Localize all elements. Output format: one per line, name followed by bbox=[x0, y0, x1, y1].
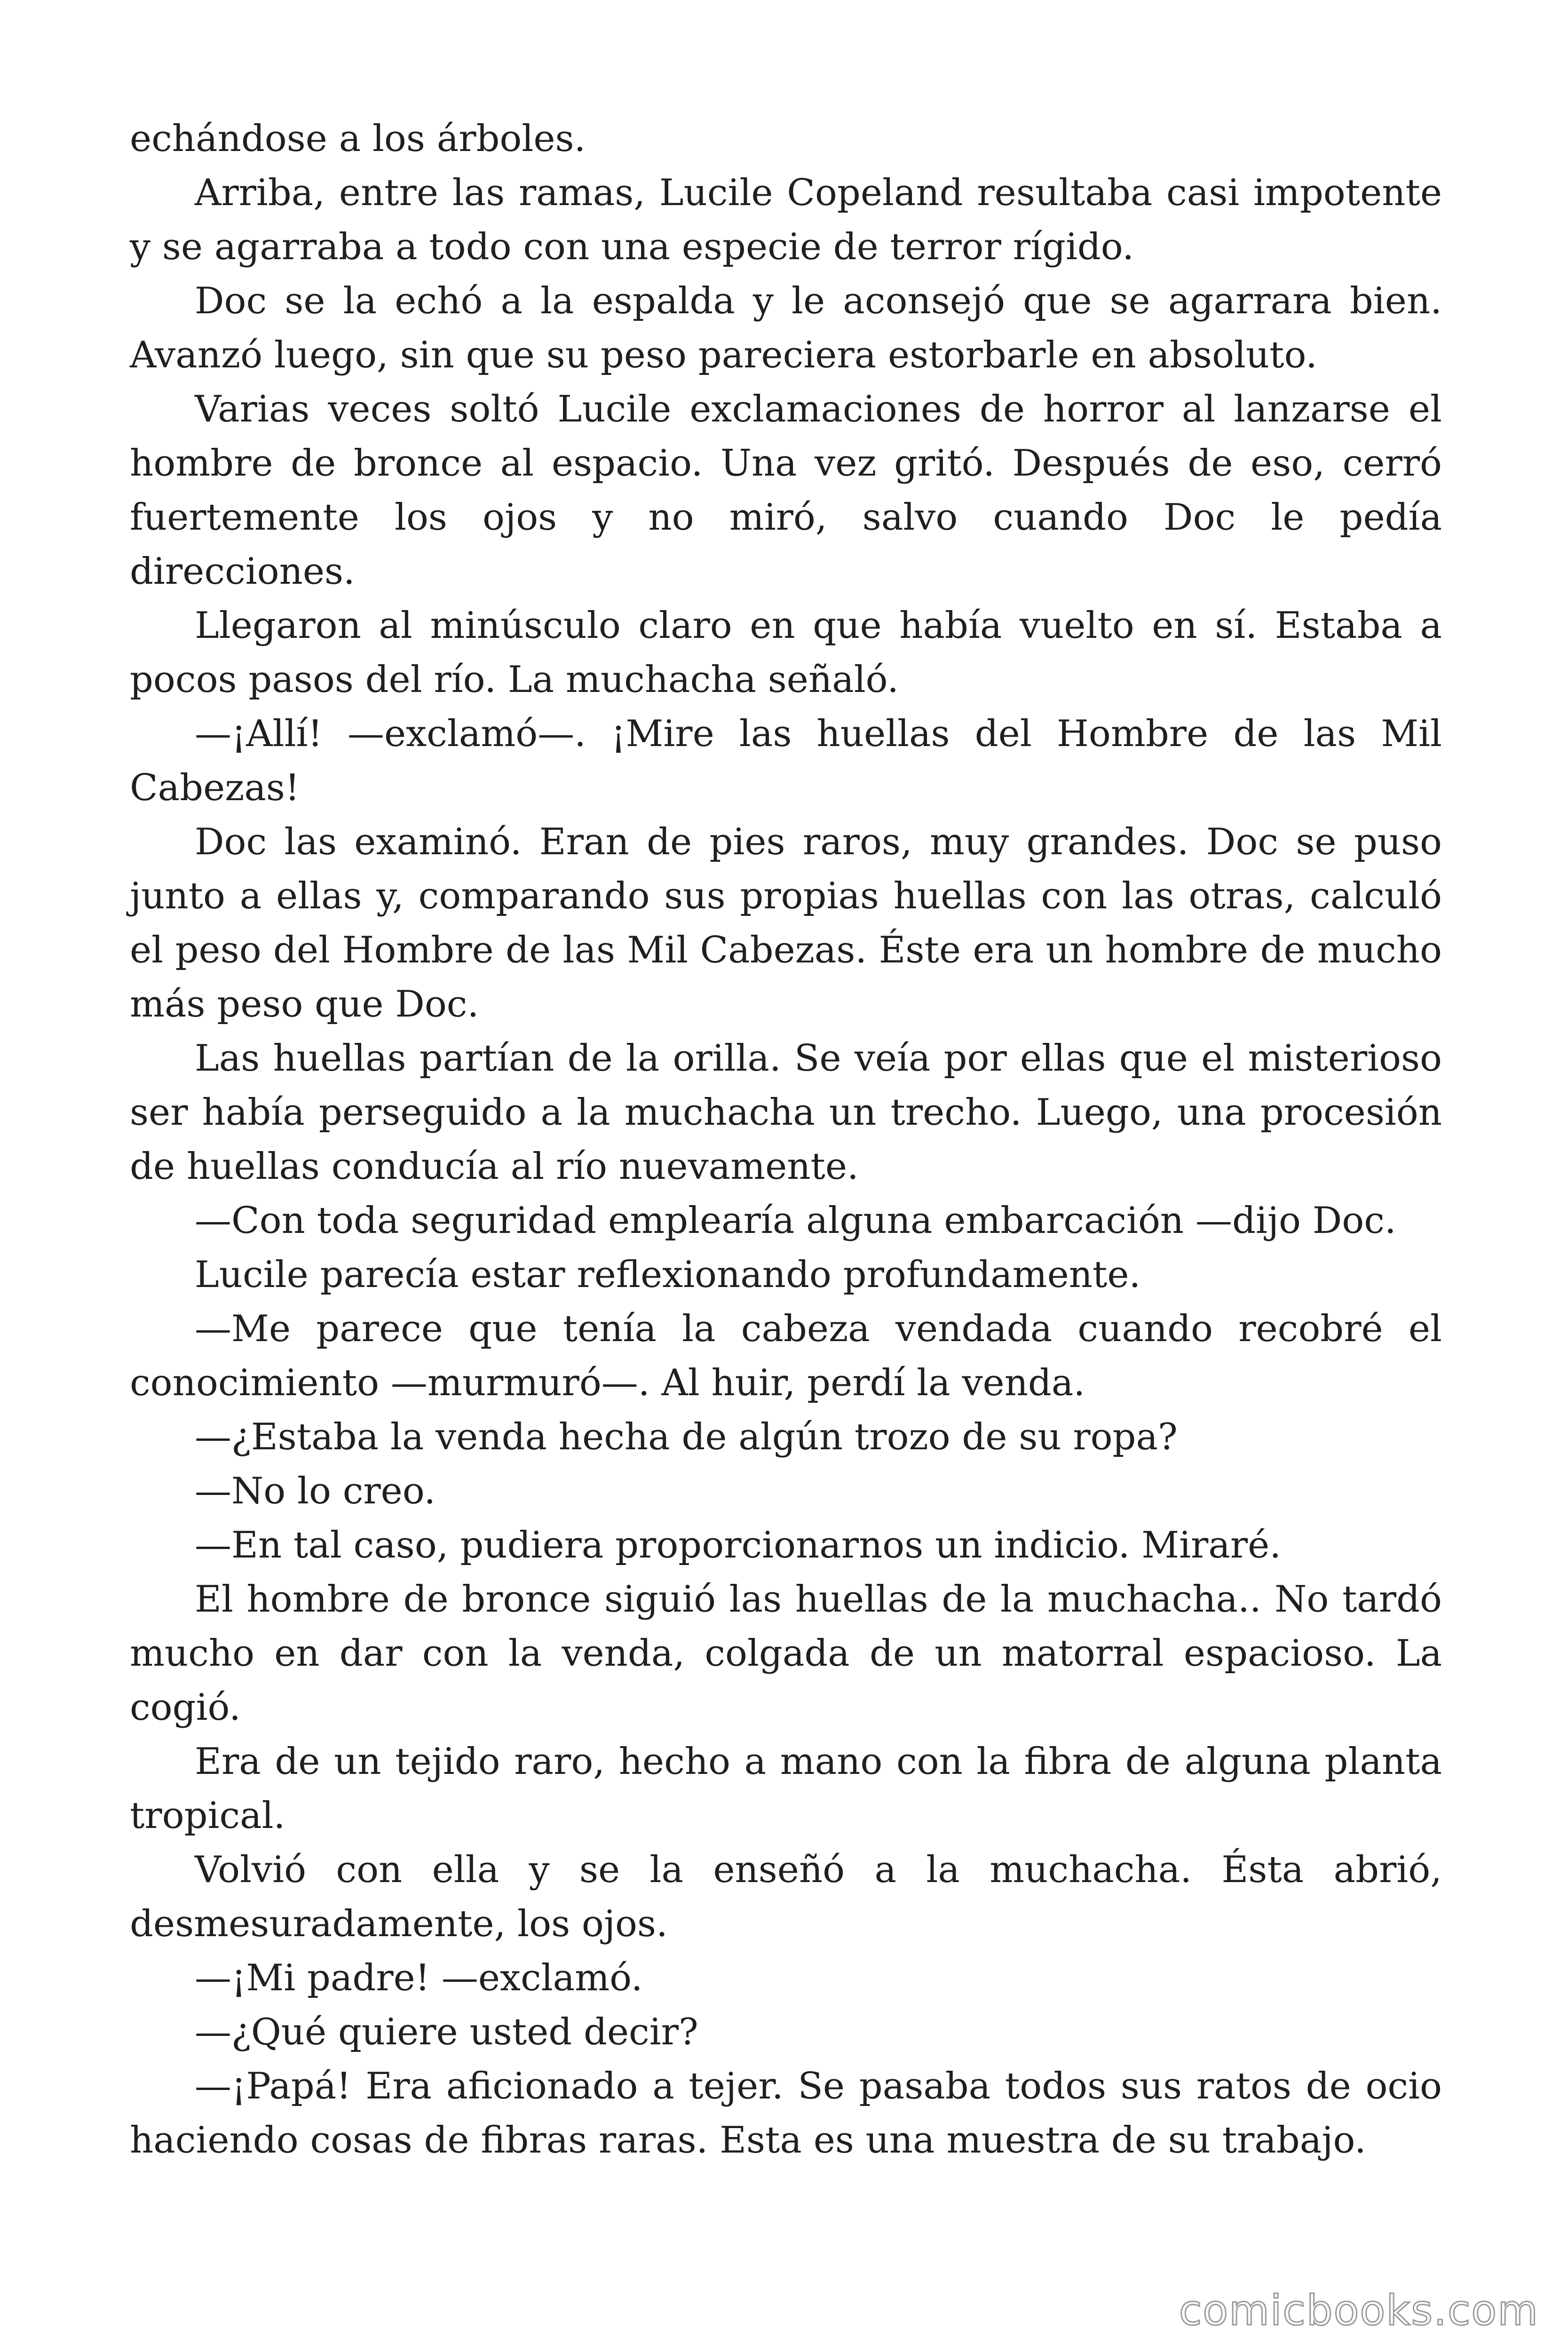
paragraph: Llegaron al minúsculo claro en que había vuelto en sí. Estaba a pocos pasos del río. La muchacha señaló. bbox=[130, 604, 1442, 701]
watermark: comicbooks.com bbox=[1179, 2286, 1539, 2335]
paragraph: —En tal caso, pudiera proporcionarnos un indicio. Miraré. bbox=[195, 1524, 1282, 1566]
paragraph: —¡Allí! —exclamó—. ¡Mire las huellas del Hombre de las Mil Cabezas! bbox=[130, 713, 1442, 809]
paragraph: —¡Mi padre! —exclamó. bbox=[195, 1957, 643, 1999]
paragraph: —Me parece que tenía la cabeza vendada cuando recobré el conocimiento —murmuró—. Al huir, perdí la venda. bbox=[130, 1308, 1442, 1404]
paragraph: El hombre de bronce siguió las huellas de la muchacha.. No tardó mucho en dar con la venda, colgada de un matorral espacioso. La cogió. bbox=[130, 1578, 1442, 1729]
paragraph: —Con toda seguridad emplearía alguna embarcación —dijo Doc. bbox=[195, 1200, 1396, 1242]
paragraph: —¿Qué quiere usted decir? bbox=[195, 2011, 698, 2053]
paragraph: Las huellas partían de la orilla. Se veía por ellas que el misterioso ser había perseguido a la muchacha un trecho. Luego, una procesión de huellas conducía al río nuevamente. bbox=[130, 1037, 1442, 1188]
paragraph: Era de un tejido raro, hecho a mano con la fibra de alguna planta tropical. bbox=[130, 1740, 1442, 1837]
page-body bbox=[130, 112, 1442, 2168]
paragraph: echándose a los árboles. bbox=[130, 118, 586, 160]
paragraph: —¿Estaba la venda hecha de algún trozo de su ropa? bbox=[195, 1416, 1178, 1458]
paragraph: Volvió con ella y se la enseñó a la muchacha. Ésta abrió, desmesuradamente, los ojos. bbox=[130, 1849, 1442, 1945]
paragraph: Doc las examinó. Eran de pies raros, muy grandes. Doc se puso junto a ellas y, comparando sus propias huellas con las otras, calculó el peso del Hombre de las Mil Cabezas. Éste era un hombre de mucho más peso que Doc. bbox=[130, 821, 1442, 1025]
paragraph: —¡Papá! Era aficionado a tejer. Se pasaba todos sus ratos de ocio haciendo cosas de fibras raras. Esta es una muestra de su trabajo. bbox=[130, 2065, 1442, 2161]
paragraph: Lucile parecía estar reflexionando profundamente. bbox=[195, 1254, 1141, 1296]
paragraph: —No lo creo. bbox=[195, 1470, 436, 1512]
paragraph: Arriba, entre las ramas, Lucile Copeland resultaba casi impotente y se agarraba a todo con una especie de terror rígido. bbox=[130, 172, 1442, 268]
paragraph: Doc se la echó a la espalda y le aconsejó que se agarrara bien. Avanzó luego, sin que su peso pareciera estorbarle en absoluto. bbox=[130, 280, 1442, 376]
paragraph: Varias veces soltó Lucile exclamaciones de horror al lanzarse el hombre de bronce al espacio. Una vez gritó. Después de eso, cerró fuertemente los ojos y no miró, salvo cuando Doc le pedía direcciones. bbox=[130, 388, 1442, 593]
